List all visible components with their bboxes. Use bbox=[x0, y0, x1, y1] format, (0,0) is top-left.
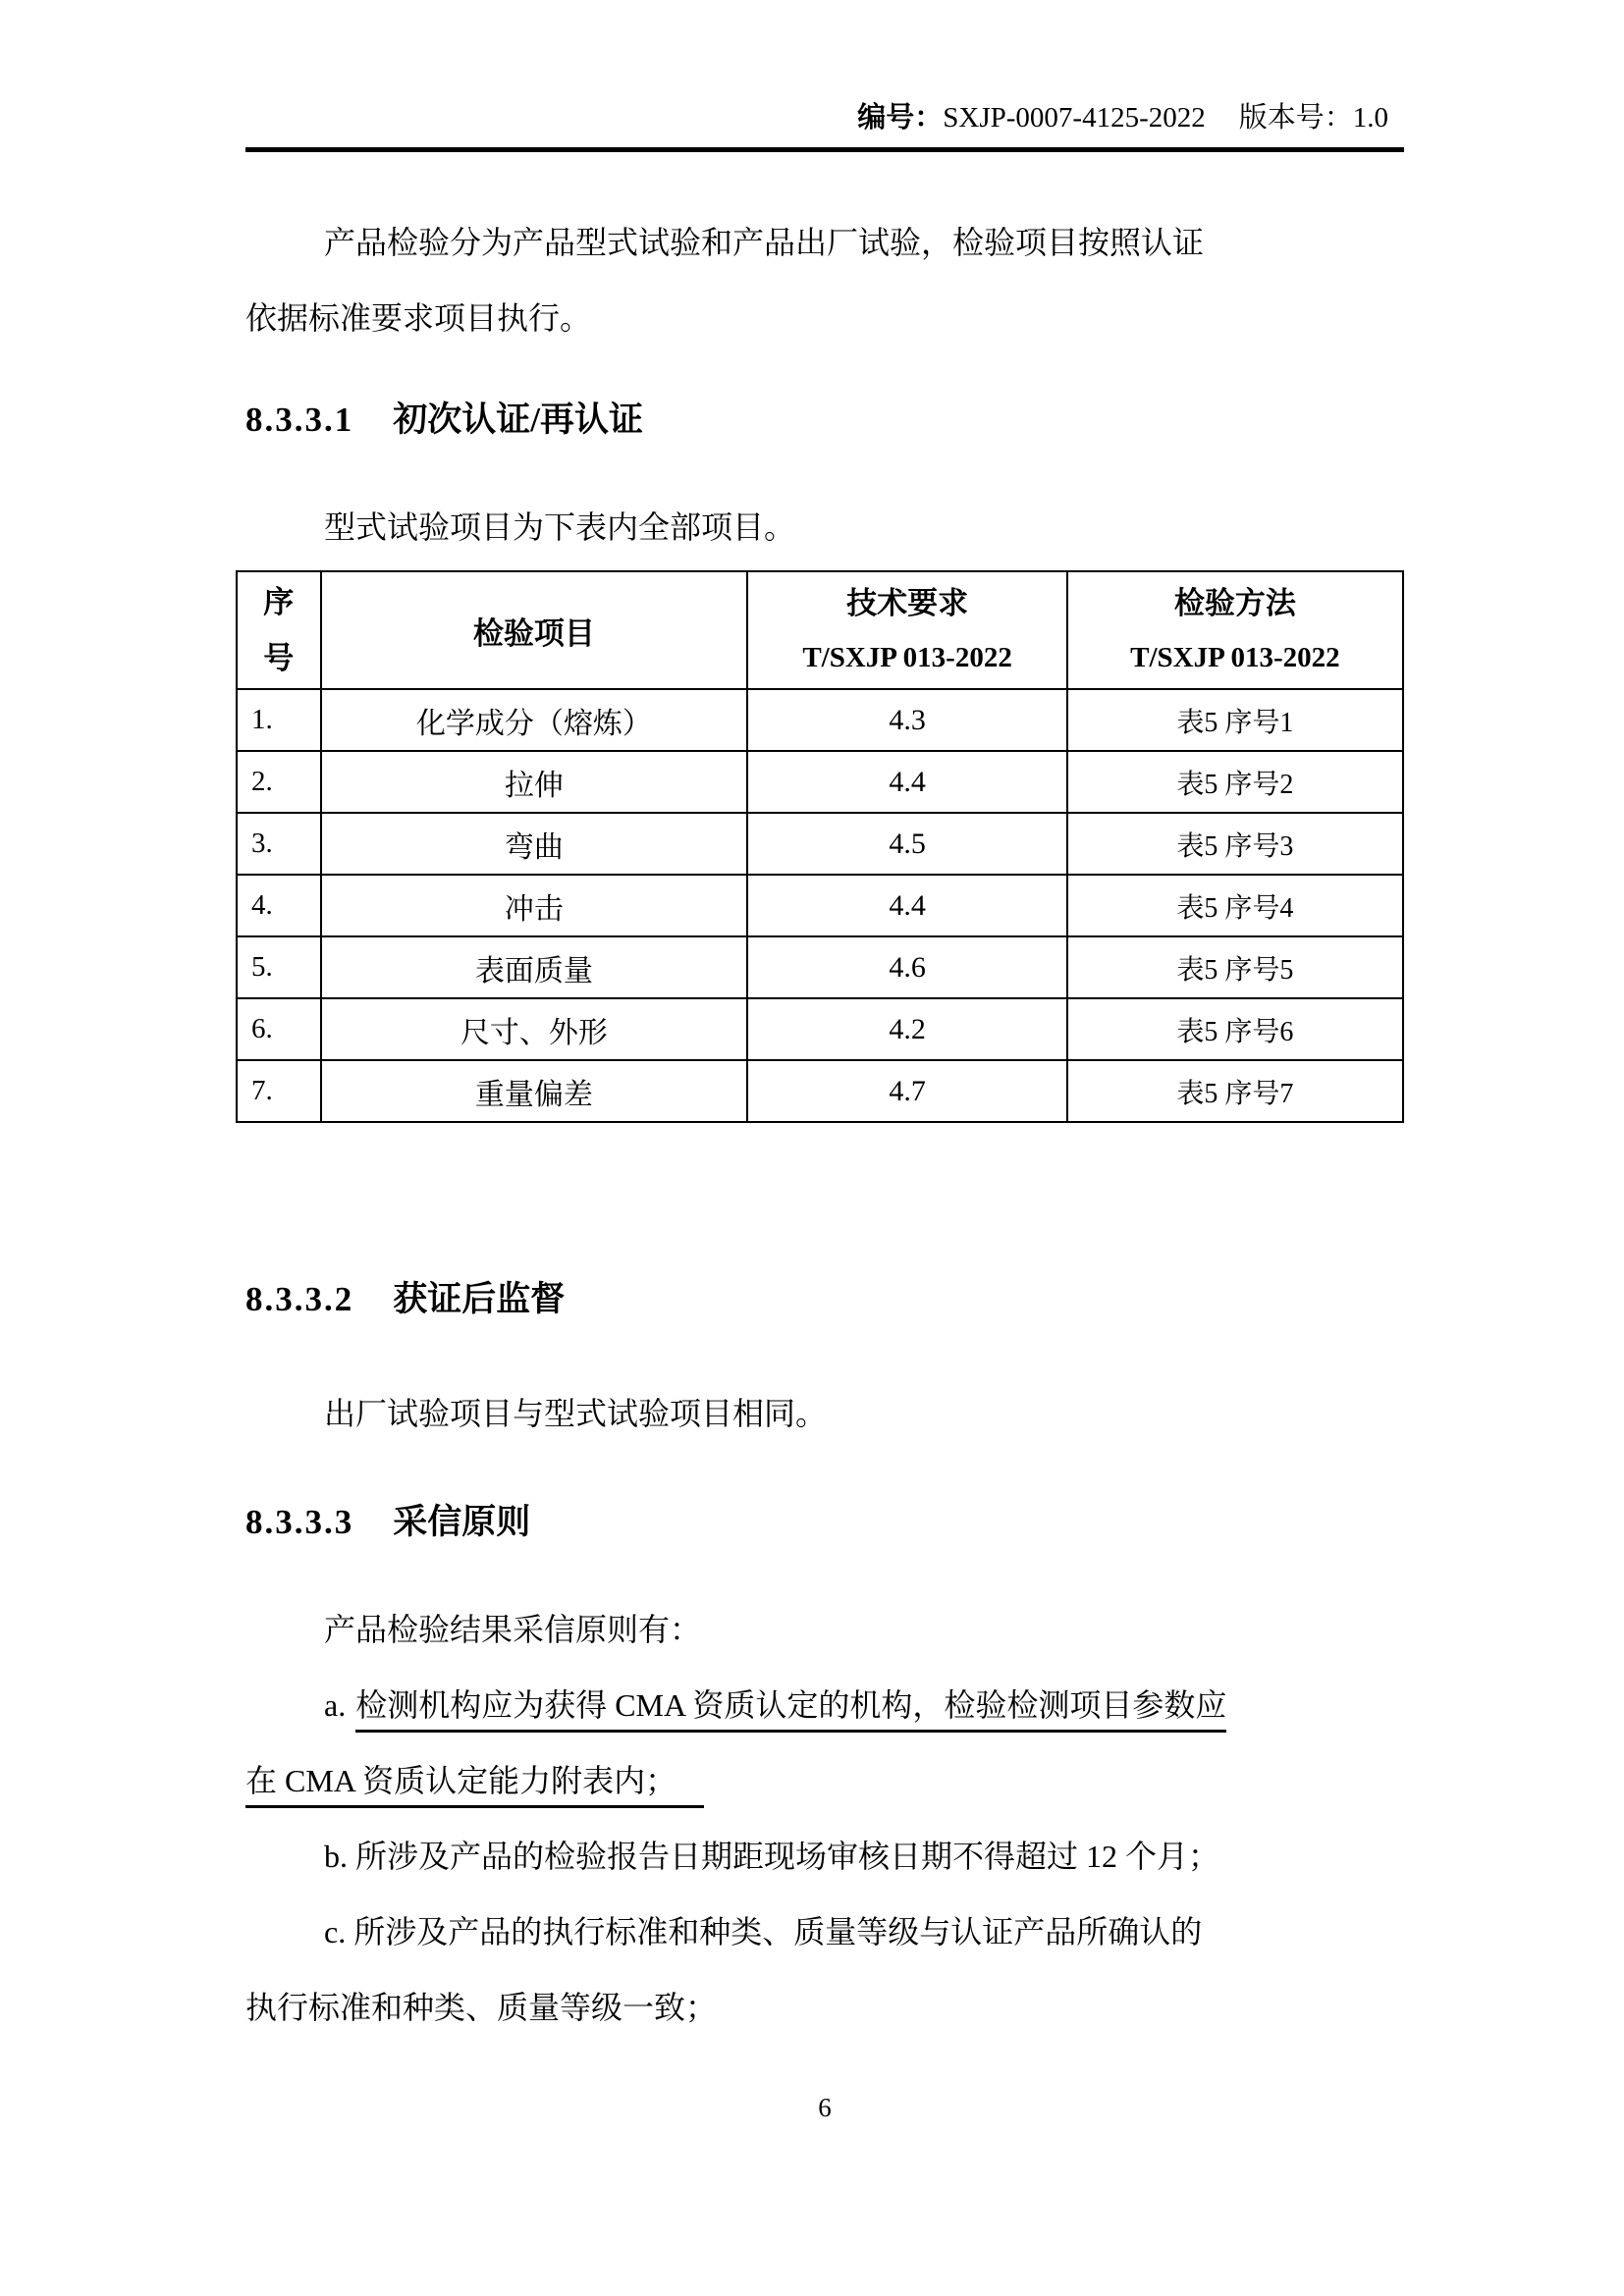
table-row bbox=[237, 875, 1403, 936]
item-c-line-1: c. 所涉及产品的执行标准和种类、质量等级与认证产品所确认的 bbox=[324, 1914, 1203, 1949]
item-cell: 化学成分（熔炼） bbox=[321, 689, 748, 751]
section-heading-acceptance-principles bbox=[245, 1498, 1404, 1547]
header-cell-number bbox=[237, 571, 321, 689]
item-a-underlined-text-2: 在 CMA 资质认定能力附表内； bbox=[245, 1763, 704, 1808]
doc-number-value: SXJP-0007-4125-2022 bbox=[943, 102, 1206, 133]
table-lead-paragraph bbox=[245, 490, 1404, 565]
item-cell: 表面质量 bbox=[321, 936, 748, 998]
section-heading-initial-certification bbox=[245, 396, 1404, 445]
intro-line-1: 产品检验分为产品型式试验和产品出厂试验，检验项目按照认证 bbox=[324, 225, 1205, 260]
section-number: 8.3.3.3 bbox=[245, 1503, 354, 1541]
method-cell: 表5 序号1 bbox=[1067, 689, 1403, 751]
header-divider bbox=[245, 147, 1404, 152]
table-row bbox=[237, 751, 1403, 813]
item-c-line-2: 执行标准和种类、质量等级一致； bbox=[245, 1990, 718, 2025]
section-title: 获证后监督 bbox=[393, 1280, 566, 1318]
row-number-cell: 2. bbox=[237, 751, 321, 813]
intro-line-2: 依据标准要求项目执行。 bbox=[245, 300, 592, 336]
table-row bbox=[237, 1060, 1403, 1122]
doc-header bbox=[245, 0, 1404, 135]
supervision-paragraph bbox=[245, 1376, 1404, 1452]
item-a-underlined-text-1: 检测机构应为获得 CMA 资质认定的机构，检验检测项目参数应 bbox=[355, 1687, 1226, 1733]
section-heading-post-certification-supervision bbox=[245, 1275, 1404, 1324]
requirement-cell: 4.5 bbox=[747, 813, 1067, 875]
row-number-cell: 5. bbox=[237, 936, 321, 998]
page-number: 6 bbox=[818, 2093, 832, 2122]
header-number-line1: 序 bbox=[263, 585, 295, 619]
header-cell-method bbox=[1067, 571, 1403, 689]
item-a-prefix: a. bbox=[324, 1687, 347, 1723]
acceptance-lead-line: 产品检验结果采信原则有： bbox=[324, 1612, 702, 1647]
requirement-cell: 4.3 bbox=[747, 689, 1067, 751]
requirement-cell: 4.4 bbox=[747, 751, 1067, 813]
row-number-cell: 1. bbox=[237, 689, 321, 751]
method-cell: 表5 序号5 bbox=[1067, 936, 1403, 998]
row-number-cell: 3. bbox=[237, 813, 321, 875]
item-a-line-2 bbox=[245, 1743, 1404, 1819]
method-cell: 表5 序号3 bbox=[1067, 813, 1403, 875]
section-title: 初次认证/再认证 bbox=[393, 400, 643, 439]
header-number-line2: 号 bbox=[263, 641, 295, 675]
row-number-cell: 7. bbox=[237, 1060, 321, 1122]
inspection-items-table bbox=[236, 570, 1404, 1123]
method-cell: 表5 序号4 bbox=[1067, 875, 1403, 936]
item-cell: 重量偏差 bbox=[321, 1060, 748, 1122]
header-requirement-title: 技术要求 bbox=[846, 586, 969, 620]
item-cell: 冲击 bbox=[321, 875, 748, 936]
item-a-line-1 bbox=[245, 1668, 1404, 1743]
acceptance-item-c bbox=[245, 1895, 1404, 2046]
table-header-row bbox=[237, 571, 1403, 689]
requirement-cell: 4.2 bbox=[747, 998, 1067, 1060]
requirement-cell: 4.7 bbox=[747, 1060, 1067, 1122]
row-number-cell: 4. bbox=[237, 875, 321, 936]
section-number: 8.3.3.1 bbox=[245, 400, 354, 439]
table-row bbox=[237, 813, 1403, 875]
item-cell: 拉伸 bbox=[321, 751, 748, 813]
requirement-cell: 4.4 bbox=[747, 875, 1067, 936]
acceptance-item-a bbox=[245, 1668, 1404, 1819]
doc-version-value: 1.0 bbox=[1352, 102, 1388, 133]
method-cell: 表5 序号7 bbox=[1067, 1060, 1403, 1122]
acceptance-lead-paragraph bbox=[245, 1592, 1404, 1668]
section-number: 8.3.3.2 bbox=[245, 1280, 354, 1318]
table-row bbox=[237, 689, 1403, 751]
section-title: 采信原则 bbox=[393, 1503, 531, 1541]
intro-paragraph bbox=[245, 205, 1404, 356]
header-cell-requirement bbox=[747, 571, 1067, 689]
header-requirement-standard: T/SXJP 013-2022 bbox=[802, 642, 1012, 673]
table-lead-line: 型式试验项目为下表内全部项目。 bbox=[324, 509, 796, 545]
header-cell-item: 检验项目 bbox=[321, 571, 748, 689]
doc-number-label: 编号： bbox=[857, 102, 944, 133]
item-b-line: b. 所涉及产品的检验报告日期距现场审核日期不得超过 12 个月； bbox=[324, 1839, 1220, 1874]
item-cell: 弯曲 bbox=[321, 813, 748, 875]
requirement-cell: 4.6 bbox=[747, 936, 1067, 998]
table-row bbox=[237, 936, 1403, 998]
header-method-standard: T/SXJP 013-2022 bbox=[1130, 642, 1340, 673]
table-row bbox=[237, 998, 1403, 1060]
supervision-line: 出厂试验项目与型式试验项目相同。 bbox=[324, 1396, 828, 1431]
method-cell: 表5 序号2 bbox=[1067, 751, 1403, 813]
row-number-cell: 6. bbox=[237, 998, 321, 1060]
header-method-title: 检验方法 bbox=[1173, 586, 1296, 620]
acceptance-item-b bbox=[245, 1819, 1404, 1895]
method-cell: 表5 序号6 bbox=[1067, 998, 1403, 1060]
item-cell: 尺寸、外形 bbox=[321, 998, 748, 1060]
doc-version-label: 版本号： bbox=[1238, 102, 1353, 133]
